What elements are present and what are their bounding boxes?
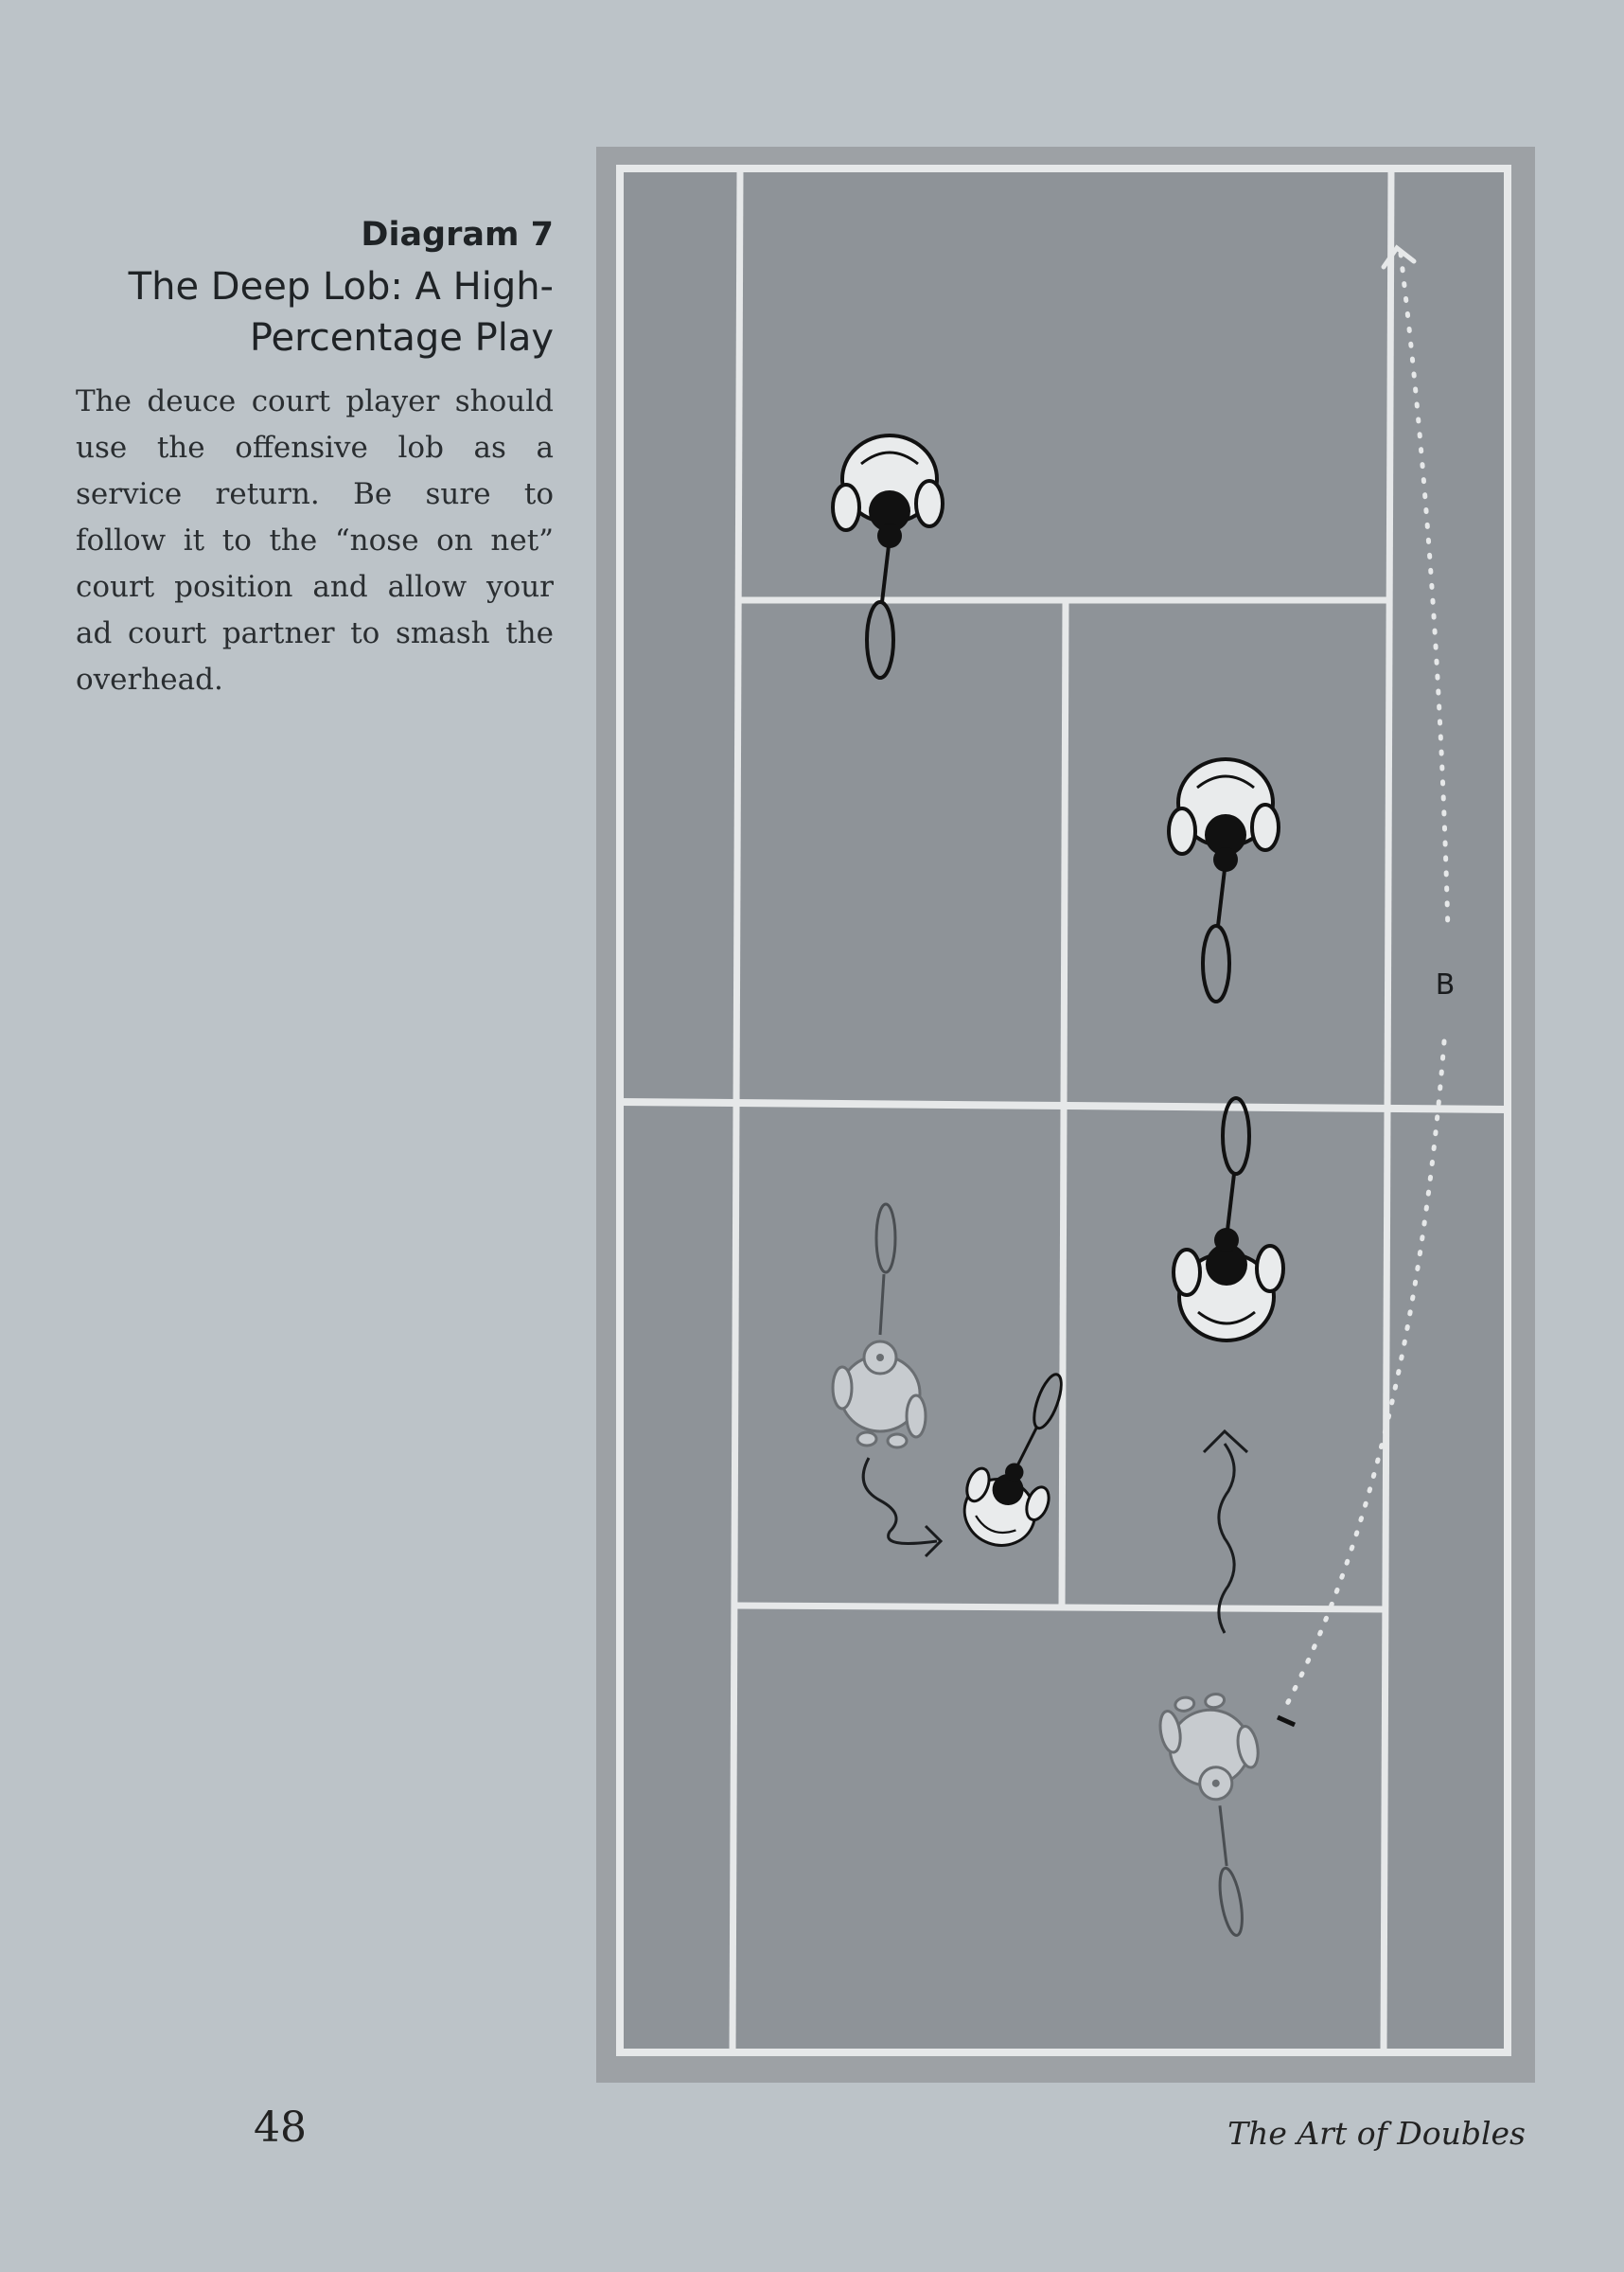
center-service-line-far <box>1064 600 1066 1104</box>
diagram-description: The deuce court player should use the offensive lob as a service return. Be sure to follow it to the “nose on net” court position and allow your ad court partner to smash the overhead. <box>76 384 554 697</box>
shot-label-b: B <box>1435 968 1456 1002</box>
book-title: The Art of Doubles <box>1227 2115 1526 2152</box>
center-service-line-near <box>1062 1108 1064 1607</box>
page-number: 48 <box>254 2103 307 2152</box>
diagram-title: The Deep Lob: A High-Percentage Play <box>128 265 554 360</box>
diagram-label: Diagram 7 <box>361 216 554 254</box>
